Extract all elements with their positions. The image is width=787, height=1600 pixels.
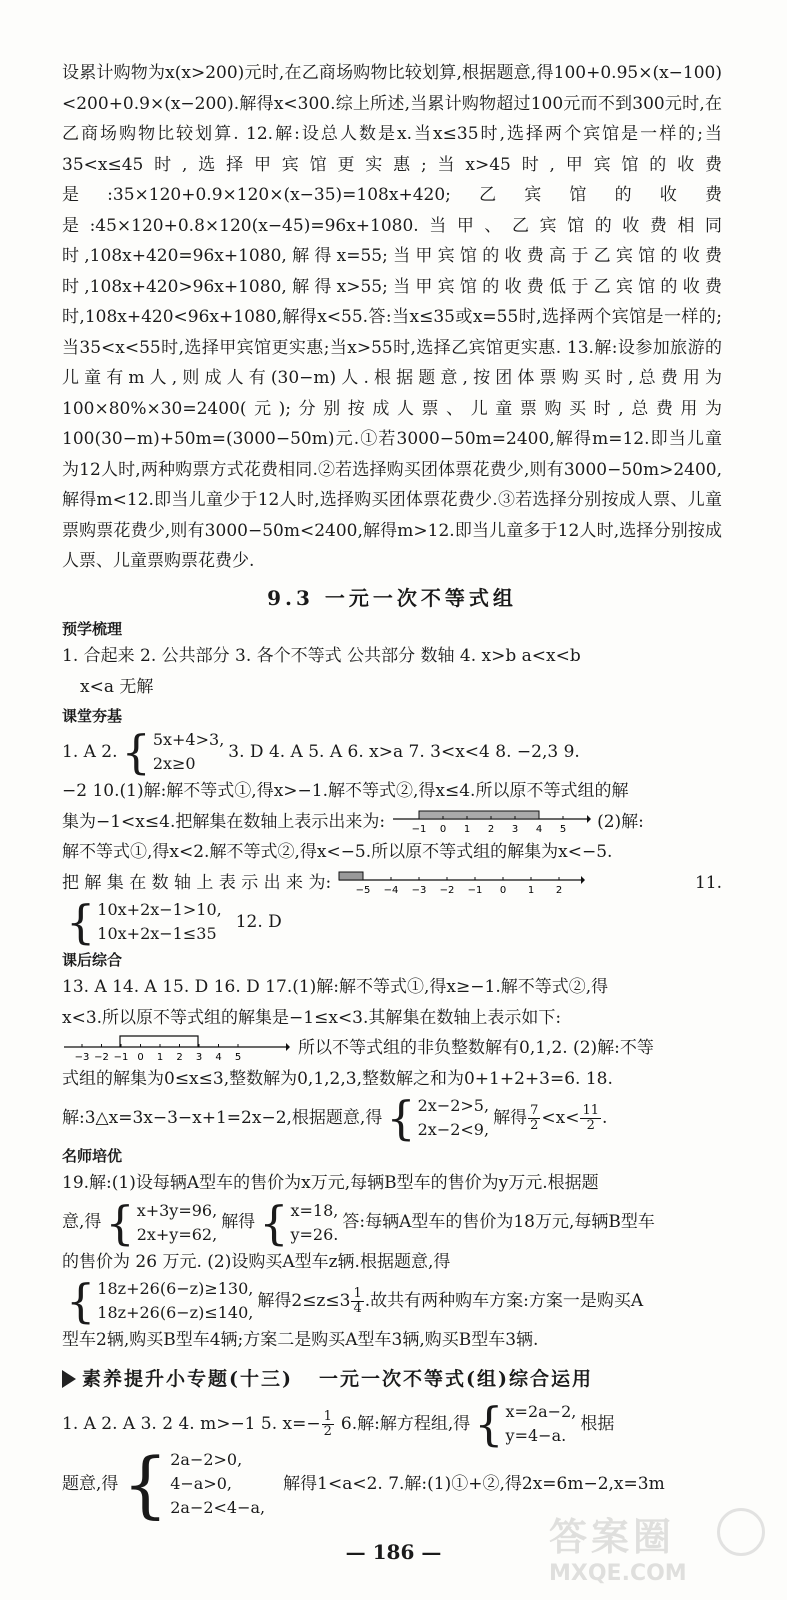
tick-label: 5 [559,823,567,835]
kehou-line-3 [62,1033,722,1064]
tick-label: 1 [463,823,471,835]
system-eq: 4−a>0, [170,1474,233,1493]
kehou-line-4: 式组的解集为0≤x≤3,整数解为0,1,2,3,整数解之和为0+1+2+3=6. 18. [62,1068,613,1089]
number-line-2 [337,868,587,898]
system-eq: 2a−2<4−a, [170,1498,266,1517]
mingshi-l4-post: .故共有两种购车方案:方案一是购买A [364,1290,644,1311]
tick-label: −2 [94,1052,109,1064]
page-number: — 186 — [345,1540,442,1564]
mingshi-line-4 [62,1274,722,1328]
tick-label: 1 [156,1052,164,1064]
kehou-l5-mid: 解得 [493,1107,528,1128]
solution-eq: y=26. [290,1224,339,1244]
tick-label: −4 [383,884,399,896]
solution-brace-q6: { x=2a−2, y=4−a. [474,1397,577,1451]
system-eq: 2x−2<9, [417,1120,490,1139]
kehou-l5-end: . [601,1107,608,1128]
fraction: $\frac{1}{2}$ [323,1408,332,1439]
ketang-l5-pre: 把 解 集 在 数 轴 上 表 示 出 来 为: [62,872,332,893]
suyang-l1-post: 根据 [580,1413,615,1434]
yuxue-heading: 预学梳理 [62,620,123,638]
system-eq: 2x−2>5, [417,1096,490,1115]
system-eq: x+3y=96, [136,1200,218,1220]
yuxue-line-2: x<a 无解 [80,676,154,697]
tick-label: 2 [555,884,563,896]
ketang-line-1 [62,725,722,779]
watermark-logo [549,1506,769,1586]
ketang-line-2: −2 10.(1)解:解不等式①,得x>−1.解不等式②,得x≤4.所以原不等式组的解 [62,781,629,801]
fraction: $\frac{1}{4}$ [353,1285,362,1316]
ketang-l1-post: 3. D 4. A 5. A 6. x>a 7. 3<x<4 8. −2,3 9. [228,741,580,762]
ketang-line-3 [62,807,722,838]
ketang-line-6 [62,895,722,949]
mingshi-line-5: 型车2辆,购买B型车4辆;方案二是购买A型车3辆,购买B型车3辆. [62,1330,539,1350]
system-eq: 10x+2x−1≤35 [97,924,217,943]
ketang-l5-post: 11. [694,872,722,893]
system-brace-q11: { 10x+2x−1>10, 10x+2x−1≤35 [66,895,222,949]
ketang-l3-post: (2)解: [597,811,644,832]
banner-right: 一元一次不等式(组)综合运用 [318,1367,593,1390]
system-eq: 2x+y=62, [136,1224,218,1244]
tick-label: 2 [487,823,495,835]
tick-label: 4 [535,823,543,835]
ketang-line-4: 解不等式①,得x<2.解不等式②,得x<−5.所以原不等式组的解集为x<−5. [62,842,613,862]
watermark-big: 答案圈 [549,1515,676,1559]
fraction: $\frac{7}{2}$ [530,1102,539,1133]
tick-label: 1 [527,884,535,896]
system-brace-q18: { 2x−2>5, 2x−2<9, [386,1091,490,1145]
number-line-3 [62,1033,292,1063]
mingshi-l4-mid: 解得2≤z≤3 [257,1290,351,1311]
tick-label: −3 [411,884,427,896]
kehou-line-1: 13. A 14. A 15. D 16. D 17.(1)解:解不等式①,得x≥−1.解不等式②,得 [62,977,609,997]
tick-label: 0 [499,884,507,896]
tick-label: −1 [113,1052,129,1064]
tick-label: −3 [74,1052,90,1064]
system-brace-q2: { 5x+4>3, 2x≥0 [121,725,225,779]
tick-label: −1 [467,884,483,896]
suyang-l2-pre: 题意,得 [62,1473,119,1494]
ketang-heading: 课堂夯基 [62,707,123,725]
solution-eq: y=4−a. [505,1426,567,1445]
number-line-1 [391,807,591,837]
watermark-circle-icon [717,1508,765,1556]
answer-page [62,58,722,1526]
mingshi-line-3: 的售价为 26 万元. (2)设购买A型车z辆.根据题意,得 [62,1251,451,1272]
system-eq: 18z+26(6−z)≥130, [97,1279,254,1298]
kehou-line-5 [62,1091,722,1145]
ketang-line-5 [62,868,722,899]
banner-left: 素养提升小专题(十三) [82,1367,293,1390]
tick-label: 5 [234,1052,242,1064]
topic-banner [62,1364,722,1395]
kehou-l5-pre: 解:3△x=3x−3−x+1=2x−2,根据题意,得 [62,1107,383,1128]
system-brace-q19a: { x+3y=96, 2x+y=62, [105,1195,218,1250]
tick-label: 4 [215,1052,222,1064]
kehou-line-2: x<3.所以原不等式组的解集是−1≤x<3.其解集在数轴上表示如下: [62,1007,562,1028]
tick-label: −1 [411,823,427,835]
solution-brace-q19a: { x=18, y=26. [259,1195,339,1250]
suyang-l1-pre: 1. A 2. A 3. 2 4. m>−1 5. x=− [62,1413,321,1434]
tick-label: 0 [439,823,447,835]
mingshi-l2-mid: 解得 [221,1212,256,1233]
kehou-l5-lt: <x< [541,1107,580,1128]
solution-eq: x=2a−2, [505,1402,577,1421]
kehou-heading: 课后综合 [62,951,123,969]
system-eq: 2a−2>0, [170,1450,243,1469]
tick-label: −2 [439,884,455,896]
system-eq: 2x≥0 [152,754,196,773]
kehou-l3-post: 所以不等式组的非负整数解有0,1,2. (2)解:不等 [298,1038,654,1058]
tick-label: 2 [176,1052,183,1064]
tick-label: 3 [195,1052,203,1064]
system-brace-q19b: { 18z+26(6−z)≥130, 18z+26(6−z)≤140, [66,1274,254,1328]
ketang-l3-pre: 集为−1<x≤4.把解集在数轴上表示出来为: [62,811,386,832]
watermark-small: MXQE.COM [549,1561,687,1586]
system-eq: 10x+2x−1>10, [97,900,222,919]
suyang-l1-mid: 6.解:解方程组,得 [340,1413,471,1434]
system-eq: 18z+26(6−z)≤140, [97,1303,254,1322]
system-brace-q6b: { 2a−2>0, 4−a>0, 2a−2<4−a, [122,1442,266,1526]
intro-paragraph: 设累计购物为x(x>200)元时,在乙商场购物比较划算,根据题意,得100+0.95×(x−100)<200+0.9×(x−200).解得x<300.综上所述,当累计购物超过100元而不到300元时,在乙商场购物比较划算. 12.解:设总人数是x.当x≤35时,选择两个宾馆是一样的;当35<x≤45时,选择甲宾馆更实惠;当x>45时,甲宾馆的收费是:35×120+0.9×120×(x−35)=108x+420;乙宾馆的收费是:45×120+0.8×120(x−45)=96x+1080.当甲、乙宾馆的收费相同时,108x+420=96x+1080,解得x=55;当甲宾馆的收费高于乙宾馆的收费时,108x+420>96x+1080,解得x>55;当甲宾馆的收费低于乙宾馆的收费时,108x+420<96x+1080,解得x<55.答:当x≤35或x=55时,选择两个宾馆是一样的;当35<x<55时,选择甲宾馆更实惠;当x>55时,选择乙宾馆更实惠. 13.解:设参加旅游的儿童有m人,则成人有(30−m)人.根据题意,按团体票购买时,总费用为100×80%×30=2400(元);分别按成人票、儿童票购买时,总费用为100(30−m)+50m=(3000−50m)元.①若3000−50m=2400,解得m=12.即当儿童为12人时,两种购票方式花费相同.②若选择购买团体票花费少,则有3000−50m>2400,解得m<12.即当儿童少于12人时,选择购买团体票花费少.③若选择分别按成人票、儿童票购票花费少,则有3000−50m<2400,解得m>12.即当儿童多于12人时,选择分别按成人票、儿童票购票花费少. [62,63,722,571]
mingshi-heading: 名师培优 [62,1147,123,1165]
tick-label: 3 [511,823,519,835]
suyang-l2-post: 解得1<a<2. 7.解:(1)①+②,得2x=6m−2,x=3m [283,1473,665,1494]
mingshi-l2-post: 答:每辆A型车的售价为18万元,每辆B型车 [342,1212,655,1233]
system-eq: 5x+4>3, [152,730,225,749]
tick-label: −5 [355,884,371,896]
suyang-line-1 [62,1397,722,1451]
mingshi-l2-pre: 意,得 [62,1212,102,1233]
triangle-marker-icon [62,1370,76,1388]
solution-eq: x=18, [290,1200,339,1220]
yuxue-line-1: 1. 合起来 2. 公共部分 3. 各个不等式 公共部分 数轴 4. x>b a<x<b [62,646,581,666]
ketang-l6-post: 12. D [235,911,282,932]
mingshi-line-1: 19.解:(1)设每辆A型车的售价为x万元,每辆B型车的售价为y万元.根据题 [62,1173,599,1193]
tick-label: 0 [137,1052,144,1064]
ketang-l1-pre: 1. A 2. [62,741,118,762]
fraction: $\frac{11}{2}$ [582,1102,599,1133]
section-title: 9.3 一元一次不等式组 [267,585,517,610]
mingshi-line-2 [62,1195,722,1250]
